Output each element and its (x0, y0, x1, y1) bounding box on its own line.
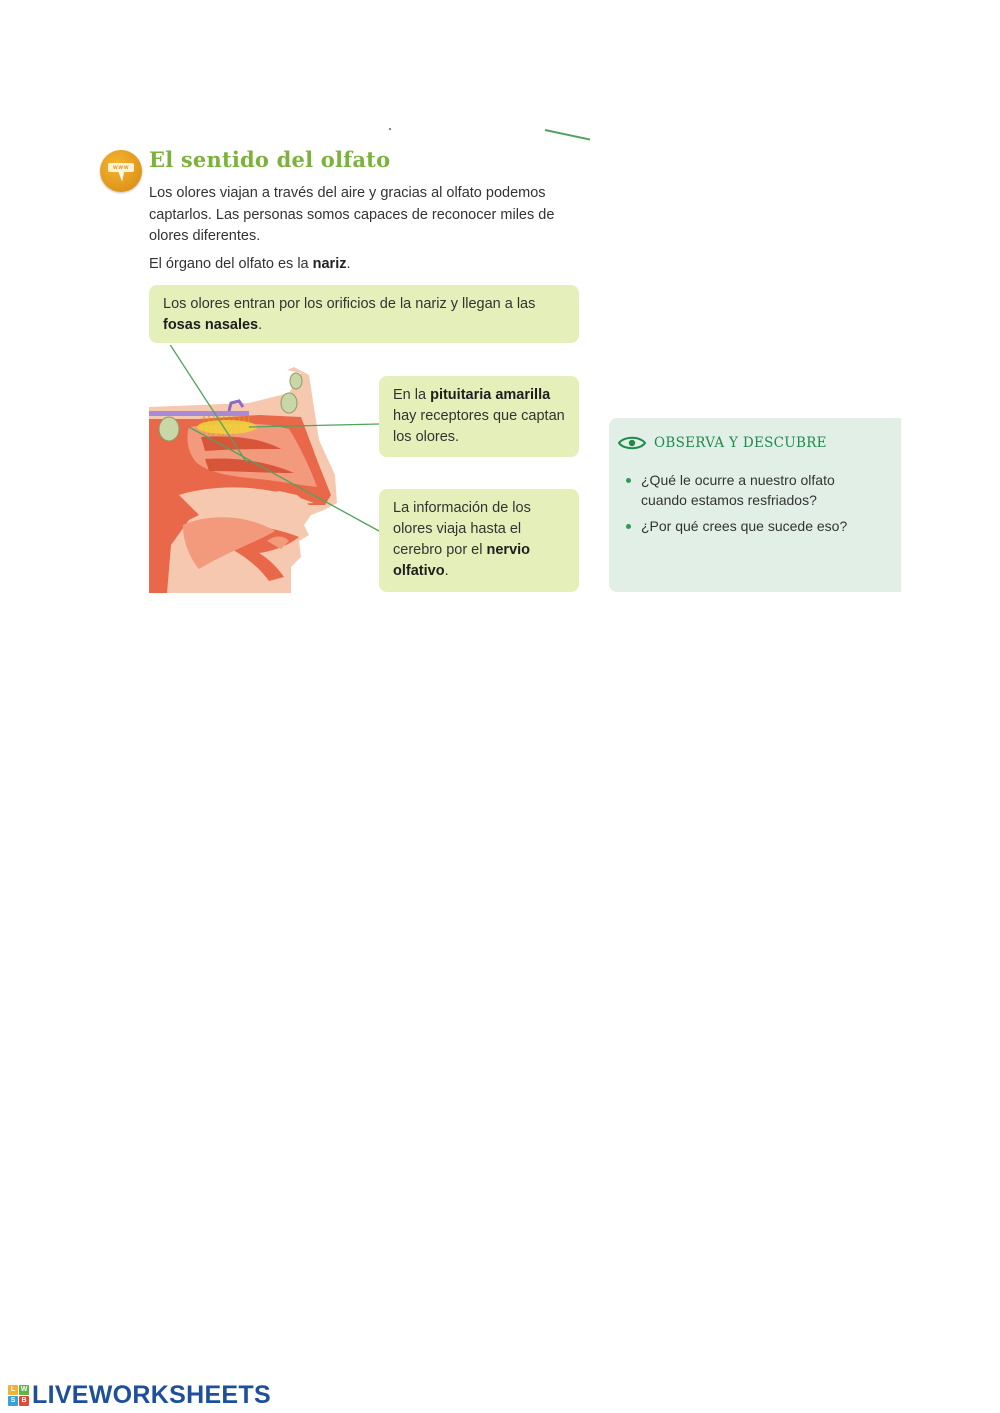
www-badge-label: www (108, 163, 134, 172)
nostrils-callout-end: . (258, 317, 263, 333)
intro-paragraph: Los olores viajan a través del aire y gracias al olfato podemos captarlos. Las personas somos capaces de reconocer miles de olores diferentes. (149, 185, 555, 244)
logo-tile: L (8, 1385, 18, 1395)
olfactory-nerve-keyword: nervio olfativo (393, 542, 531, 579)
observe-title: OBSERVA Y DESCUBRE (654, 435, 827, 451)
nerve-callout (379, 489, 579, 592)
logo-tile: W (20, 1385, 28, 1393)
organ-sentence-end: . (346, 256, 351, 272)
www-link-icon[interactable] (100, 150, 142, 192)
question-text: ¿Qué le ocurre a nuestro olfato cuando estamos resfriados? (641, 472, 835, 508)
organ-sentence (149, 254, 351, 274)
eye-icon (618, 435, 646, 451)
organ-keyword: nariz (312, 256, 347, 272)
nerve-callout-end: . (444, 563, 449, 579)
nostrils-callout (149, 285, 579, 343)
question-list (623, 471, 853, 544)
nerve-callout-start: La información de los olores viaja hasta el cerebro por el (393, 500, 531, 558)
bullet-icon (626, 524, 631, 529)
pituitary-keyword: pituitaria amarilla (430, 387, 551, 403)
section-title: El sentido del olfato (149, 147, 391, 172)
pituitary-callout-end: hay receptores que captan los olores. (393, 408, 565, 445)
decorative-line (545, 129, 590, 141)
logo-tile: S (8, 1396, 18, 1406)
nose-cross-section-illustration (149, 345, 384, 593)
pituitary-callout-start: En la (393, 387, 431, 403)
nasal-cavities-keyword: fosas nasales (163, 317, 259, 333)
list-item (623, 471, 853, 510)
logo-grid-icon (8, 1385, 29, 1406)
organ-sentence-start: El órgano del olfato es la (149, 256, 313, 272)
question-text: ¿Por qué crees que sucede eso? (641, 518, 848, 534)
logo-tile: B (19, 1396, 29, 1406)
brand-name: LIVEWORKSHEETS (32, 1380, 271, 1409)
decorative-dot (389, 128, 391, 130)
nostrils-callout-text: Los olores entran por los orificios de la nariz y llegan a las (163, 296, 536, 312)
observe-discover-box (609, 418, 901, 592)
liveworksheets-logo[interactable] (8, 1380, 271, 1410)
list-item (623, 517, 853, 537)
bullet-icon (626, 478, 631, 483)
pituitary-callout (379, 376, 579, 457)
